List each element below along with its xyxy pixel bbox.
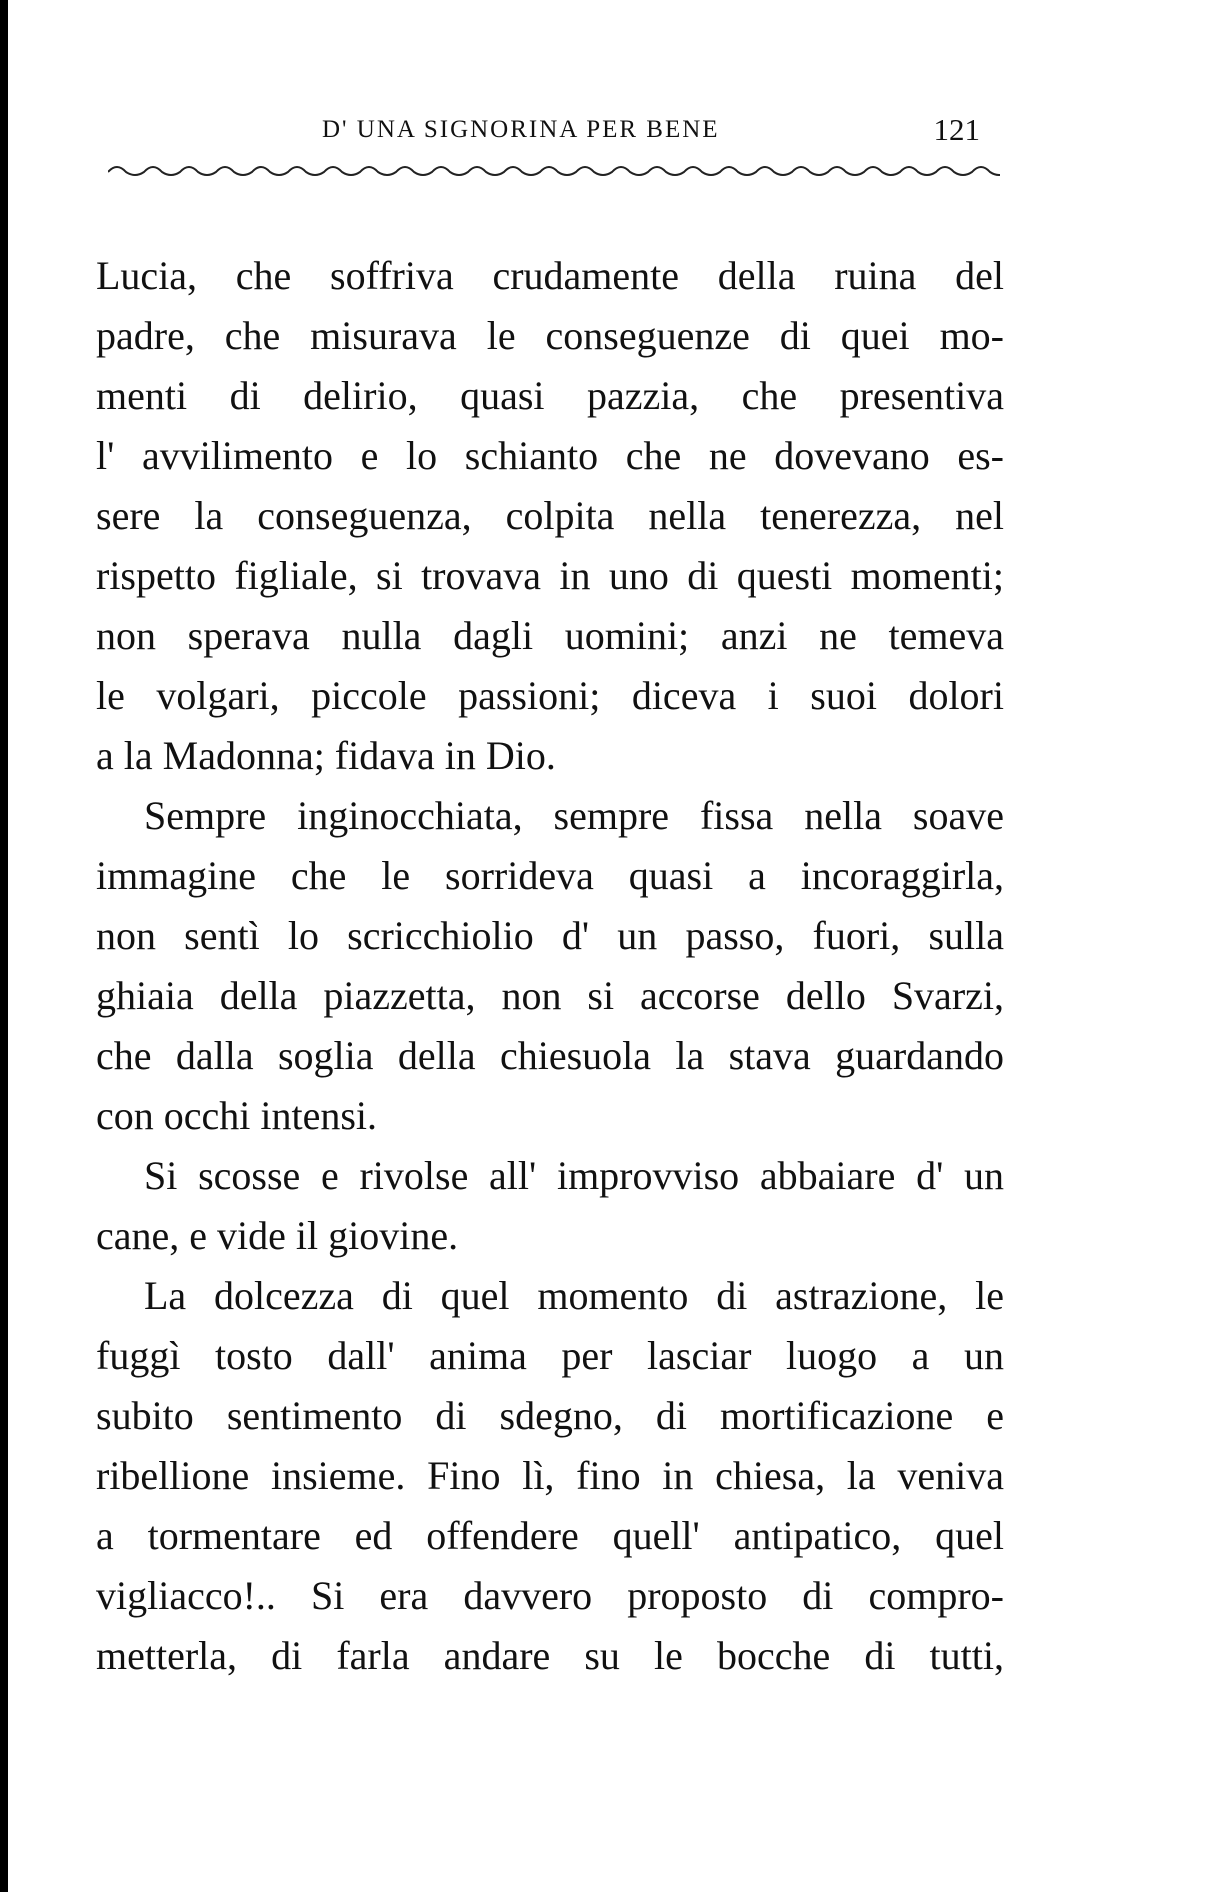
text-line: con occhi intensi. <box>96 1093 378 1138</box>
text-line: rispetto figliale, si trovava in uno di questi momenti; <box>96 553 1004 598</box>
text-line: Si scosse e rivolse all' improvviso abbaiare d' un <box>144 1153 1004 1198</box>
text-line: Sempre inginocchiata, sempre fissa nella soave <box>144 793 1004 838</box>
text-line: padre, che misurava le conseguenze di quei mo- <box>96 313 1004 358</box>
text-line: sere la conseguenza, colpita nella tenerezza, nel <box>96 493 1004 538</box>
text-line: ghiaia della piazzetta, non si accorse dello Svarzi, <box>96 973 1004 1018</box>
text-line: La dolcezza di quel momento di astrazione, le <box>144 1273 1004 1318</box>
text-line: le volgari, piccole passioni; diceva i suoi dolori <box>96 673 1004 718</box>
text-line: a la Madonna; fidava in Dio. <box>96 733 556 778</box>
text-line: menti di delirio, quasi pazzia, che presentiva <box>96 373 1004 418</box>
text-line: ribellione insieme. Fino lì, fino in chiesa, la veniva <box>96 1453 1004 1498</box>
book-page <box>96 0 1004 1892</box>
page-number: 121 <box>933 112 980 147</box>
text-line: subito sentimento di sdegno, di mortificazione e <box>96 1393 1004 1438</box>
ornamental-wavy-rule <box>108 160 1000 180</box>
text-line: non sperava nulla dagli uomini; anzi ne temeva <box>96 613 1004 658</box>
text-line: che dalla soglia della chiesuola la stava guardando <box>96 1033 1004 1078</box>
text-line: Lucia, che soffriva crudamente della ruina del <box>96 253 1004 298</box>
binding-edge <box>0 0 8 1892</box>
running-head <box>96 112 1004 152</box>
text-line: metterla, di farla andare su le bocche di tutti, <box>96 1633 1004 1678</box>
text-line: immagine che le sorrideva quasi a incoraggirla, <box>96 853 1004 898</box>
text-line: a tormentare ed offendere quell' antipatico, quel <box>96 1513 1004 1558</box>
running-title: D' UNA SIGNORINA PER BENE <box>322 116 720 143</box>
text-line: l' avvilimento e lo schianto che ne dovevano es- <box>96 433 1004 478</box>
text-line: vigliacco!.. Si era davvero proposto di compro- <box>96 1573 1004 1618</box>
text-line: cane, e vide il giovine. <box>96 1213 459 1258</box>
text-line: fuggì tosto dall' anima per lasciar luogo a un <box>96 1333 1004 1378</box>
body-text <box>96 246 1004 1686</box>
text-line: non sentì lo scricchiolio d' un passo, fuori, sulla <box>96 913 1004 958</box>
